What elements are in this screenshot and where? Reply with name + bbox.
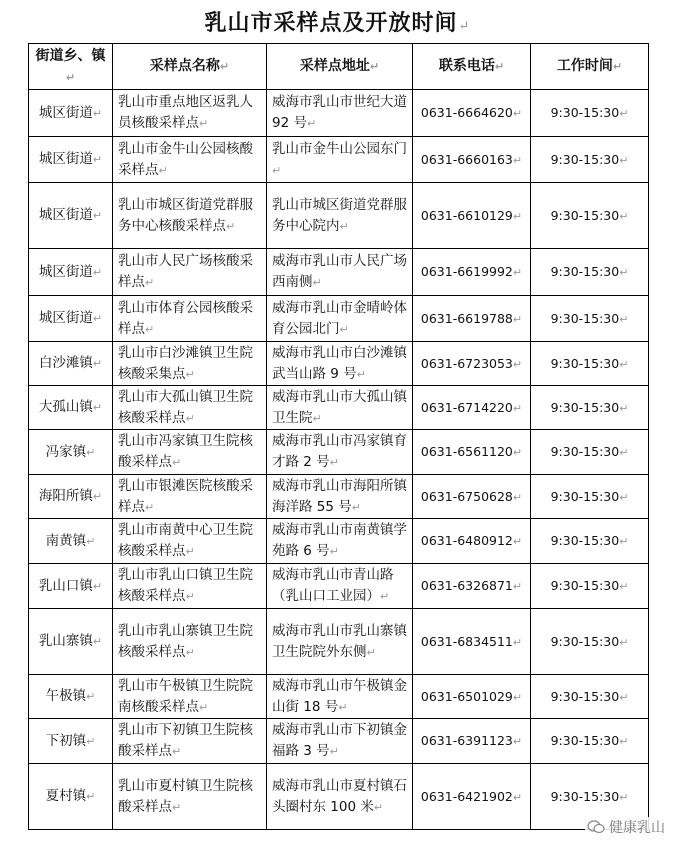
return-mark-icon: ↵ — [92, 579, 103, 593]
return-mark-icon: ↵ — [158, 163, 168, 177]
cell-hours: 9:30-15:30↵ — [531, 675, 649, 719]
return-mark-icon: ↵ — [172, 456, 182, 469]
table-row — [29, 386, 649, 430]
return-mark-icon: ↵ — [339, 219, 349, 233]
cell-address: 威海市乳山市下初镇金福路 3 号↵ — [267, 719, 413, 764]
page-title — [0, 6, 675, 37]
cell-town: 午极镇↵ — [29, 675, 113, 719]
return-mark-icon: ↵ — [619, 153, 629, 167]
cell-name: 乳山市乳山寨镇卫生院核酸采样点↵ — [113, 609, 267, 675]
return-mark-icon: ↵ — [512, 635, 523, 649]
header-row — [29, 44, 649, 90]
table-row — [29, 609, 649, 675]
cell-town: 城区街道↵ — [29, 183, 113, 249]
cell-town: 冯家镇↵ — [29, 430, 113, 475]
table-row — [29, 137, 649, 183]
return-mark-icon: ↵ — [145, 500, 155, 514]
cell-name: 乳山市南黄中心卫生院核酸采样点↵ — [113, 519, 267, 564]
return-mark-icon: ↵ — [92, 153, 103, 166]
return-mark-icon: ↵ — [86, 534, 96, 548]
cell-hours: 9:30-15:30↵ — [531, 719, 649, 764]
cell-hours: 9:30-15:30↵ — [531, 609, 649, 675]
cell-address: 威海市乳山市金晴岭体育公园北门↵ — [267, 296, 413, 342]
cell-hours: 9:30-15:30↵ — [531, 183, 649, 249]
cell-hours: 9:30-15:30↵ — [531, 564, 649, 609]
return-mark-icon: ↵ — [86, 790, 96, 803]
cell-phone: 0631-6391123↵ — [413, 719, 531, 764]
return-mark-icon: ↵ — [512, 735, 523, 748]
return-mark-icon: ↵ — [199, 117, 209, 130]
return-mark-icon: ↵ — [185, 590, 195, 603]
table-row — [29, 675, 649, 719]
wechat-icon — [587, 820, 605, 834]
table-row — [29, 475, 649, 519]
return-mark-icon: ↵ — [619, 209, 629, 223]
cell-town: 大孤山镇↵ — [29, 386, 113, 430]
return-mark-icon: ↵ — [512, 690, 523, 704]
cell-town: 乳山寨镇↵ — [29, 609, 113, 675]
return-mark-icon: ↵ — [512, 153, 523, 167]
return-mark-icon: ↵ — [92, 401, 103, 414]
cell-town: 白沙滩镇↵ — [29, 342, 113, 386]
cell-address: 威海市乳山市冯家镇育才路 2 号↵ — [267, 430, 413, 475]
table-row — [29, 719, 649, 764]
return-mark-icon: ↵ — [172, 745, 182, 758]
title-text: 乳山市采样点及开放时间 — [204, 10, 458, 36]
header-town: 街道乡、镇↵ — [29, 44, 113, 90]
return-mark-icon: ↵ — [92, 312, 103, 325]
cell-hours: 9:30-15:30↵ — [531, 430, 649, 475]
return-mark-icon: ↵ — [172, 800, 182, 814]
return-mark-icon: ↵ — [512, 790, 523, 804]
cell-town: 城区街道↵ — [29, 249, 113, 296]
return-mark-icon: ↵ — [226, 219, 236, 233]
return-mark-icon: ↵ — [312, 411, 322, 425]
cell-phone: 0631-6610129↵ — [413, 183, 531, 249]
cell-phone: 0631-6561120↵ — [413, 430, 531, 475]
cell-town: 南黄镇↵ — [29, 519, 113, 564]
cell-town: 乳山口镇↵ — [29, 564, 113, 609]
cell-address: 威海市乳山市青山路（乳山口工业园）↵ — [267, 564, 413, 609]
cell-phone: 0631-6619788↵ — [413, 296, 531, 342]
cell-address: 威海市乳山市海阳所镇海洋路 55 号↵ — [267, 475, 413, 519]
cell-name: 乳山市冯家镇卫生院核酸采样点↵ — [113, 430, 267, 475]
cell-address: 威海市乳山市夏村镇石头圈村东 100 米↵ — [267, 764, 413, 830]
cell-address: 威海市乳山市乳山寨镇卫生院院外东侧↵ — [267, 609, 413, 675]
return-mark-icon: ↵ — [619, 401, 629, 415]
return-mark-icon: ↵ — [351, 500, 361, 514]
return-mark-icon: ↵ — [512, 266, 523, 279]
return-mark-icon: ↵ — [619, 535, 629, 548]
table-row — [29, 249, 649, 296]
cell-hours: 9:30-15:30↵ — [531, 342, 649, 386]
return-mark-icon: ↵ — [619, 446, 629, 459]
cell-name: 乳山市银滩医院核酸采样点↵ — [113, 475, 267, 519]
cell-name: 乳山市城区街道党群服务中心核酸采样点↵ — [113, 183, 267, 249]
cell-town: 城区街道↵ — [29, 296, 113, 342]
cell-address: 威海市乳山市南黄镇学苑路 6 号↵ — [267, 519, 413, 564]
header-name: 采样点名称↵ — [113, 44, 267, 90]
cell-phone: 0631-6664620↵ — [413, 90, 531, 137]
cell-phone: 0631-6750628↵ — [413, 475, 531, 519]
cell-hours: 9:30-15:30↵ — [531, 386, 649, 430]
table-row — [29, 430, 649, 475]
return-mark-icon: ↵ — [356, 367, 366, 381]
return-mark-icon: ↵ — [145, 322, 155, 336]
return-mark-icon: ↵ — [185, 645, 195, 659]
return-mark-icon: ↵ — [145, 276, 155, 289]
return-mark-icon: ↵ — [65, 70, 76, 84]
cell-address: 威海市乳山市午极镇金山街 18 号↵ — [267, 675, 413, 719]
cell-hours: 9:30-15:30↵ — [531, 90, 649, 137]
return-mark-icon: ↵ — [512, 107, 523, 120]
return-mark-icon: ↵ — [619, 690, 629, 704]
return-mark-icon: ↵ — [619, 107, 629, 120]
return-mark-icon: ↵ — [92, 635, 103, 648]
return-mark-icon: ↵ — [619, 490, 629, 504]
cell-address: 威海市乳山市世纪大道 92 号↵ — [267, 90, 413, 137]
cell-phone: 0631-6501029↵ — [413, 675, 531, 719]
return-mark-icon: ↵ — [380, 590, 390, 603]
return-mark-icon: ↵ — [185, 411, 195, 425]
header-hours: 工作时间↵ — [531, 44, 649, 90]
return-mark-icon: ↵ — [329, 456, 339, 469]
cell-hours: 9:30-15:30↵ — [531, 249, 649, 296]
cell-address: 威海市乳山市白沙滩镇武当山路 9 号↵ — [267, 342, 413, 386]
cell-phone: 0631-6326871↵ — [413, 564, 531, 609]
table-row — [29, 519, 649, 564]
cell-address: 乳山市城区街道党群服务中心院内↵ — [267, 183, 413, 249]
return-mark-icon: ↵ — [92, 106, 103, 120]
header-address: 采样点地址↵ — [267, 44, 413, 90]
return-mark-icon: ↵ — [312, 276, 322, 289]
return-mark-icon: ↵ — [338, 700, 348, 714]
return-mark-icon: ↵ — [339, 322, 349, 336]
return-mark-icon: ↵ — [92, 265, 103, 279]
return-mark-icon: ↵ — [619, 790, 629, 804]
cell-name: 乳山市重点地区返乳人员核酸采样点↵ — [113, 90, 267, 137]
return-mark-icon: ↵ — [512, 446, 523, 459]
cell-address: 威海市乳山市人民广场西南侧↵ — [267, 249, 413, 296]
return-mark-icon: ↵ — [494, 60, 505, 73]
return-mark-icon: ↵ — [366, 645, 376, 659]
cell-address: 威海市乳山市大孤山镇卫生院↵ — [267, 386, 413, 430]
cell-town: 下初镇↵ — [29, 719, 113, 764]
watermark — [585, 817, 667, 837]
return-mark-icon: ↵ — [512, 401, 523, 415]
cell-hours: 9:30-15:30↵ — [531, 296, 649, 342]
cell-phone: 0631-6619992↵ — [413, 249, 531, 296]
cell-name: 乳山市人民广场核酸采样点↵ — [113, 249, 267, 296]
cell-name: 乳山市夏村镇卫生院核酸采样点↵ — [113, 764, 267, 830]
watermark-text: 健康乳山 — [609, 820, 665, 836]
cell-name: 乳山市白沙滩镇卫生院核酸采集点↵ — [113, 342, 267, 386]
cell-phone: 0631-6660163↵ — [413, 137, 531, 183]
return-mark-icon: ↵ — [512, 209, 523, 223]
cell-name: 乳山市体育公园核酸采样点↵ — [113, 296, 267, 342]
return-mark-icon: ↵ — [185, 367, 195, 381]
return-mark-icon: ↵ — [86, 445, 96, 459]
cell-phone: 0631-6714220↵ — [413, 386, 531, 430]
cell-town: 海阳所镇↵ — [29, 475, 113, 519]
cell-town: 夏村镇↵ — [29, 764, 113, 830]
cell-hours: 9:30-15:30↵ — [531, 137, 649, 183]
return-mark-icon: ↵ — [619, 735, 629, 748]
cell-hours: 9:30-15:30↵ — [531, 475, 649, 519]
table-row — [29, 564, 649, 609]
return-mark-icon: ↵ — [199, 700, 209, 714]
return-mark-icon: ↵ — [185, 545, 195, 558]
return-mark-icon: ↵ — [219, 60, 230, 73]
cell-hours: 9:30-15:30↵ — [531, 519, 649, 564]
table-row — [29, 764, 649, 830]
cell-name: 乳山市乳山口镇卫生院核酸采样点↵ — [113, 564, 267, 609]
cell-town: 城区街道↵ — [29, 137, 113, 183]
cell-name: 乳山市金牛山公园核酸采样点↵ — [113, 137, 267, 183]
cell-phone: 0631-6723053↵ — [413, 342, 531, 386]
cell-name: 乳山市大孤山镇卫生院核酸采样点↵ — [113, 386, 267, 430]
return-mark-icon: ↵ — [512, 490, 523, 504]
return-mark-icon: ↵ — [612, 60, 623, 73]
cell-name: 乳山市下初镇卫生院核酸采样点↵ — [113, 719, 267, 764]
cell-phone: 0631-6480912↵ — [413, 519, 531, 564]
return-mark-icon: ↵ — [92, 357, 103, 370]
return-mark-icon: ↵ — [329, 745, 339, 758]
cell-phone: 0631-6421902↵ — [413, 764, 531, 830]
return-mark-icon: ↵ — [458, 19, 471, 34]
return-mark-icon: ↵ — [373, 800, 384, 814]
return-mark-icon: ↵ — [86, 734, 96, 748]
return-mark-icon: ↵ — [512, 580, 523, 593]
return-mark-icon: ↵ — [86, 690, 96, 703]
cell-town: 城区街道↵ — [29, 90, 113, 137]
return-mark-icon: ↵ — [619, 580, 629, 593]
return-mark-icon: ↵ — [512, 535, 523, 548]
table-row — [29, 296, 649, 342]
return-mark-icon: ↵ — [619, 266, 629, 279]
cell-hours: 9:30-15:30↵ — [531, 764, 649, 830]
return-mark-icon: ↵ — [306, 117, 317, 130]
return-mark-icon: ↵ — [329, 545, 339, 558]
cell-name: 乳山市午极镇卫生院院南核酸采样点↵ — [113, 675, 267, 719]
return-mark-icon: ↵ — [272, 163, 282, 177]
sampling-sites-table — [28, 43, 649, 830]
return-mark-icon: ↵ — [512, 357, 523, 371]
table-row — [29, 342, 649, 386]
cell-phone: 0631-6834511↵ — [413, 609, 531, 675]
return-mark-icon: ↵ — [369, 60, 380, 73]
table-row — [29, 183, 649, 249]
return-mark-icon: ↵ — [92, 209, 103, 222]
header-phone: 联系电话↵ — [413, 44, 531, 90]
return-mark-icon: ↵ — [619, 635, 629, 649]
return-mark-icon: ↵ — [512, 312, 523, 326]
return-mark-icon: ↵ — [619, 357, 629, 371]
return-mark-icon: ↵ — [619, 312, 629, 326]
table-row — [29, 90, 649, 137]
return-mark-icon: ↵ — [92, 490, 103, 503]
cell-address: 乳山市金牛山公园东门↵ — [267, 137, 413, 183]
